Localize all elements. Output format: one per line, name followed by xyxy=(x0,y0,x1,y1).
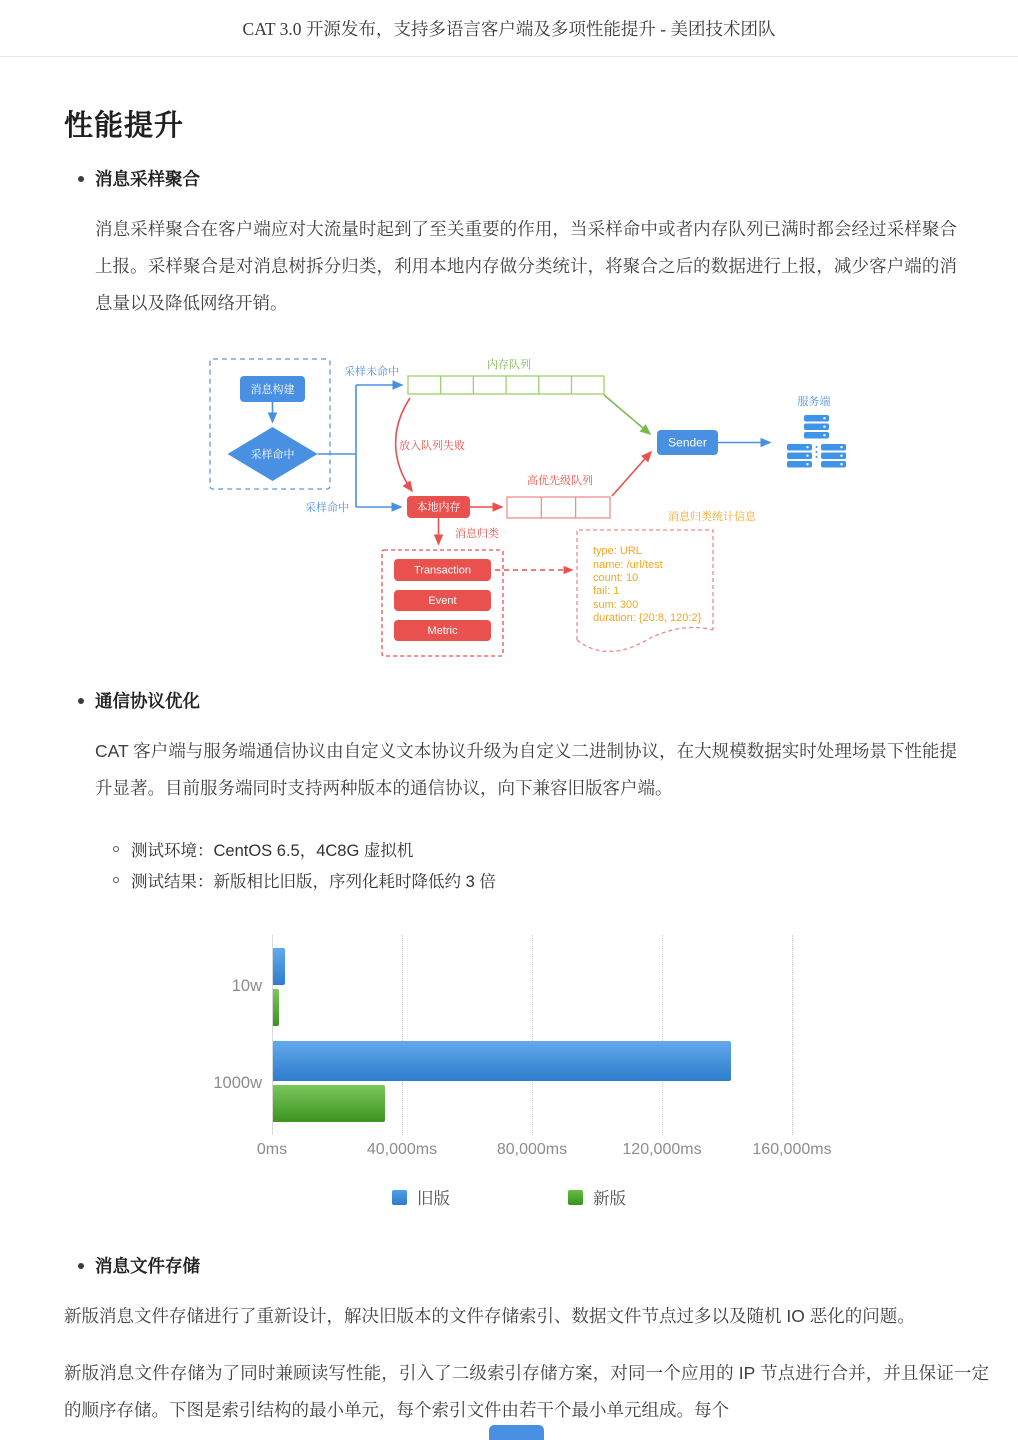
hollow-bullet-icon xyxy=(113,846,119,852)
memory-queue-label: 内存队列 xyxy=(487,359,531,371)
bar-new-1000w xyxy=(273,1085,385,1122)
chart-legend xyxy=(64,1185,954,1209)
section-heading: 性能提升 xyxy=(64,110,185,142)
high-priority-queue-label: 高优先级队列 xyxy=(527,475,593,487)
svg-text:name: /url/test: name: /url/test xyxy=(593,559,663,571)
serialization-benchmark-chart xyxy=(64,935,954,1223)
sender-label: Sender xyxy=(668,435,707,450)
legend-label: 旧版 xyxy=(417,1190,450,1208)
high-priority-queue xyxy=(507,497,610,518)
test-env-text: 测试环境：CentOS 6.5，4C8G 虚拟机 xyxy=(131,841,414,860)
gridline xyxy=(402,935,403,1135)
section-title: 通信协议优化 xyxy=(95,691,200,711)
sampling-flow-diagram xyxy=(200,352,860,662)
x-tick-label: 160,000ms xyxy=(752,1141,832,1158)
sample-miss-label: 采样未命中 xyxy=(344,366,399,378)
paragraph: 消息采样聚合在客户端应对大流量时起到了至关重要的作用，当采样命中或者内存队列已满时都会经过采样聚合上报。采样聚合是对消息树拆分归类，利用本地内存做分类统计，将聚合之后的数据进行上报，减少客户端的消息量以及降低网络开销。 xyxy=(95,219,957,313)
list-item-title xyxy=(78,1253,954,1278)
article-body xyxy=(0,103,1018,1429)
local-memory-label: 本地内存 xyxy=(416,501,461,514)
message-build-label: 消息构建 xyxy=(250,384,295,396)
event-label: Event xyxy=(428,595,457,607)
flow-diagram-svg xyxy=(200,352,860,662)
list-item xyxy=(113,864,954,895)
bar-new-10w xyxy=(273,989,279,1026)
x-tick-label: 0ms xyxy=(256,1141,288,1158)
transaction-label: Transaction xyxy=(413,564,472,577)
x-tick-label: 40,000ms xyxy=(366,1141,438,1158)
paragraph: 新版消息文件存储为了同时兼顾读写性能，引入了二级索引存储方案，对同一个应用的 IP 节点进行合并，并且保证一定的顺序存储。下图是索引结构的最小单元，每个索引文件由若干个最小单元组成。每个 xyxy=(64,1363,989,1420)
svg-text:sum: 300: sum: 300 xyxy=(593,599,639,611)
next-figure-node-partial xyxy=(489,1425,544,1440)
bullet-icon xyxy=(78,176,84,182)
svg-text:duration: {20:8, 120:2}: duration: {20:8, 120:2} xyxy=(593,612,702,624)
bullet-icon xyxy=(78,698,84,704)
metric-label: Metric xyxy=(427,625,458,637)
hollow-bullet-icon xyxy=(113,877,119,883)
gridline xyxy=(662,935,663,1135)
svg-text:count: 10: count: 10 xyxy=(593,572,639,584)
x-tick-label: 80,000ms xyxy=(496,1141,568,1158)
gridline xyxy=(792,935,793,1135)
list-item xyxy=(113,833,954,864)
list-item-title xyxy=(78,688,954,713)
sample-hit-diamond-label: 采样命中 xyxy=(250,449,295,461)
section-title: 消息文件存储 xyxy=(95,1256,200,1276)
category-label: 1000w xyxy=(213,1074,262,1092)
list-item-title xyxy=(78,166,954,191)
x-tick-label: 120,000ms xyxy=(622,1141,702,1158)
legend-swatch-blue xyxy=(392,1190,407,1205)
category-label: 10w xyxy=(231,977,262,995)
page-header xyxy=(0,0,1018,57)
classify-label: 消息归类 xyxy=(455,528,499,540)
stats-note-text xyxy=(593,545,702,624)
bar-old-1000w xyxy=(273,1041,731,1081)
stats-info-label: 消息归类统计信息 xyxy=(668,511,756,523)
svg-text:type: URL: type: URL xyxy=(593,545,642,557)
bar-old-10w xyxy=(273,948,285,985)
test-info-list xyxy=(113,833,954,895)
enqueue-fail-label: 放入队列失败 xyxy=(399,440,465,452)
svg-text:fail: 1: fail: 1 xyxy=(593,585,620,597)
document-title: CAT 3.0 开源发布，支持多语言客户端及多项性能提升 - 美团技术团队 xyxy=(242,18,776,39)
sample-hit-label: 采样命中 xyxy=(305,502,349,514)
gridline xyxy=(532,935,533,1135)
server-label: 服务端 xyxy=(797,396,831,408)
paragraph: CAT 客户端与服务端通信协议由自定义文本协议升级为自定义二进制协议，在大规模数据实时处理场景下性能提升显著。目前服务端同时支持两种版本的通信协议，向下兼容旧版客户端。 xyxy=(95,741,957,798)
chart-plot-area xyxy=(272,935,872,1135)
legend-label: 新版 xyxy=(593,1190,626,1208)
server-cluster-icon xyxy=(787,415,846,468)
section-title: 消息采样聚合 xyxy=(95,169,200,189)
bullet-icon xyxy=(78,1263,84,1269)
legend-item-old xyxy=(392,1185,450,1209)
legend-swatch-green xyxy=(568,1190,583,1205)
legend-item-new xyxy=(568,1185,626,1209)
test-result-text: 测试结果：新版相比旧版，序列化耗时降低约 3 倍 xyxy=(131,872,496,891)
paragraph: 新版消息文件存储进行了重新设计，解决旧版本的文件存储索引、数据文件节点过多以及随机 IO 恶化的问题。 xyxy=(64,1306,915,1326)
